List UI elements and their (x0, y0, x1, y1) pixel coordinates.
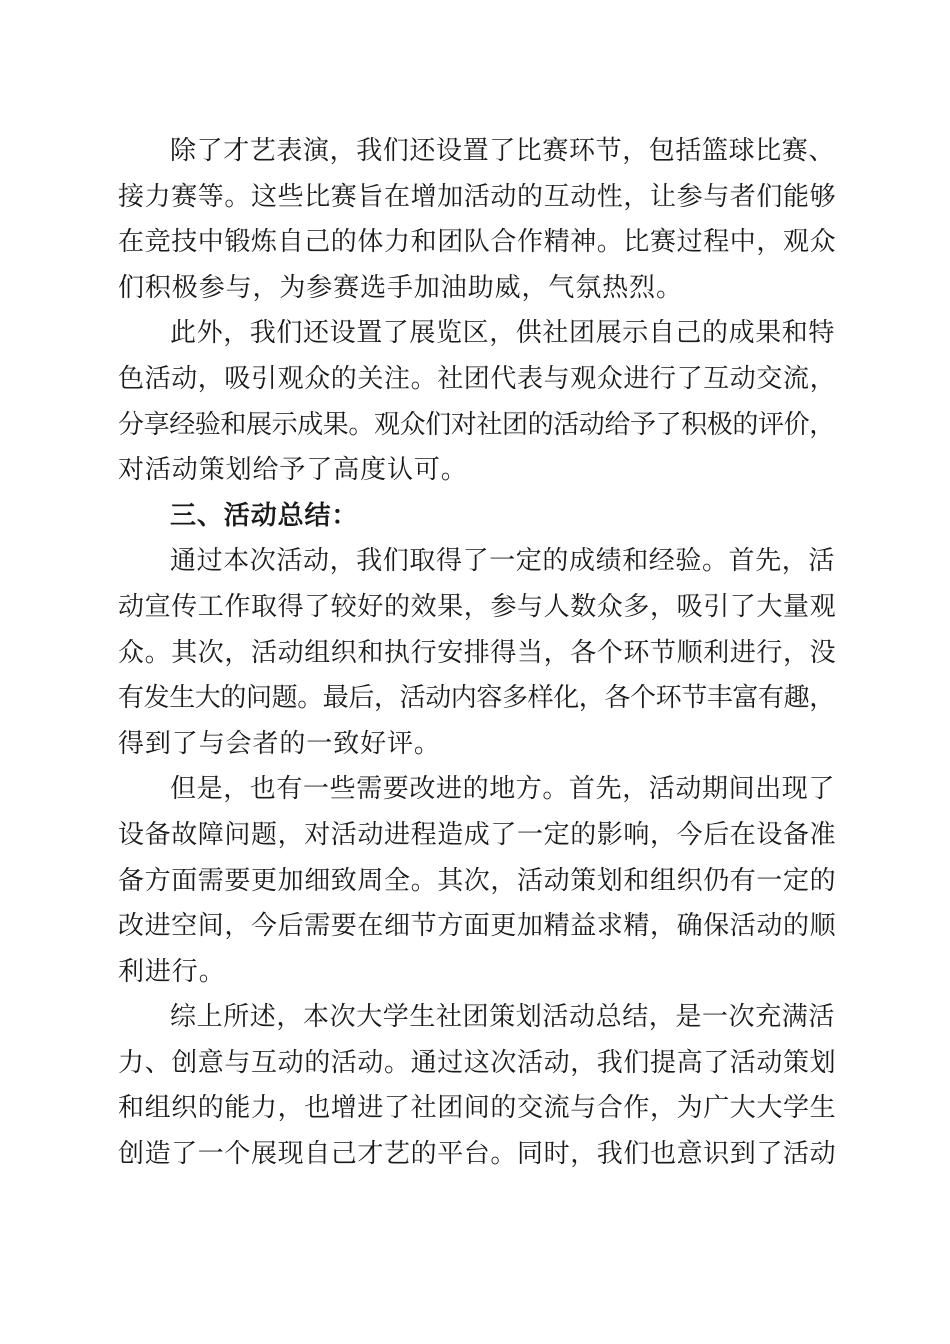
document-body (118, 129, 836, 1178)
text-line: 综上所述，本次大学生社团策划活动总结，是一次充满活 (170, 1002, 836, 1033)
text-line: 除了才艺表演，我们还设置了比赛环节，包括篮球比赛、 (170, 136, 836, 166)
text-line: 分享经验和展示成果。观众们对社团的活动给予了积极的评价， (118, 409, 835, 440)
text-line: 们积极参与，为参赛选手加油助威，气氛热烈。 (118, 272, 683, 303)
text-line: 接力赛等。这些比赛旨在增加活动的互动性，让参与者们能够 (118, 181, 837, 212)
text-line: 力、创意与互动的活动。通过这次活动，我们提高了活动策划 (118, 1047, 837, 1078)
text-line: 有发生大的问题。最后，活动内容多样化，各个环节丰富有趣， (118, 683, 835, 714)
text-line: 备方面需要更加细致周全。其次，活动策划和组织仍有一定的 (118, 865, 837, 896)
section-heading: 三、活动总结： (170, 500, 359, 531)
text-line: 在竞技中锻炼自己的体力和团队合作精神。比赛过程中，观众 (118, 227, 837, 258)
text-line: 和组织的能力，也增进了社团间的交流与合作，为广大大学生 (118, 1093, 837, 1124)
text-line: 利进行。 (118, 956, 226, 987)
text-line: 此外，我们还设置了展览区，供社团展示自己的成果和特 (170, 318, 836, 349)
text-line: 创造了一个展现自己才艺的平台。同时，我们也意识到了活动 (118, 1139, 837, 1170)
text-line: 对活动策划给予了高度认可。 (118, 455, 468, 486)
text-line: 设备故障问题，对活动进程造成了一定的影响，今后在设备准 (118, 819, 837, 850)
text-line: 得到了与会者的一致好评。 (118, 728, 441, 759)
text-line: 众。其次，活动组织和执行安排得当，各个环节顺利进行，没 (118, 637, 837, 668)
text-line: 色活动，吸引观众的关注。社团代表与观众进行了互动交流， (118, 363, 837, 394)
text-line: 动宣传工作取得了较好的效果，参与人数众多，吸引了大量观 (118, 591, 837, 622)
text-line: 但是，也有一些需要改进的地方。首先，活动期间出现了 (170, 774, 836, 805)
text-line: 改进空间，今后需要在细节方面更加精益求精，确保活动的顺 (118, 911, 837, 942)
text-line: 通过本次活动，我们取得了一定的成绩和经验。首先，活 (170, 546, 836, 577)
